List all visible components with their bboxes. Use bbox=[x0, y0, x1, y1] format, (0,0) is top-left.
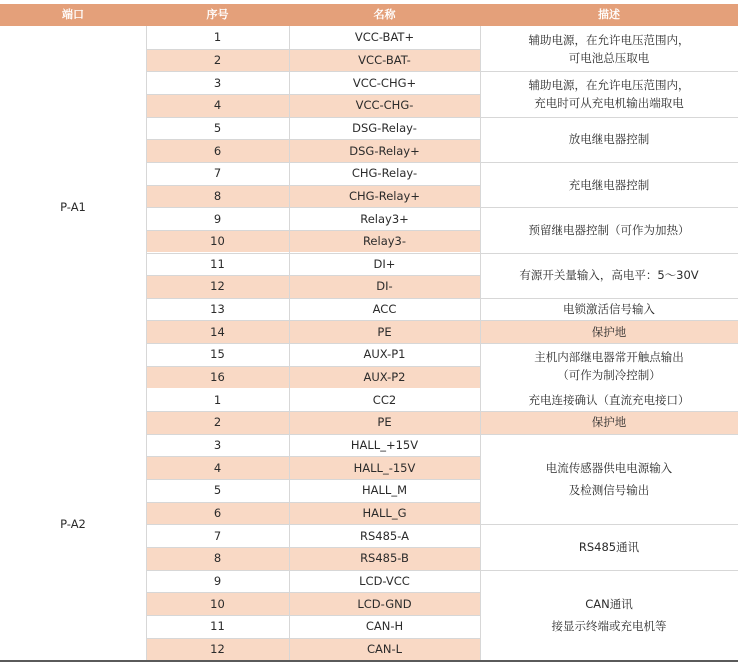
row-divider bbox=[146, 502, 480, 503]
port-cell: P-A1 bbox=[0, 26, 146, 388]
header-index: 序号 bbox=[146, 4, 289, 26]
description-divider bbox=[480, 411, 738, 412]
description-line: CAN通讯 bbox=[585, 596, 633, 611]
row-divider bbox=[146, 139, 480, 140]
name-cell: ACC bbox=[289, 298, 480, 321]
description-line: 放电继电器控制 bbox=[568, 132, 650, 147]
description-line: 接显示终端或充电机等 bbox=[551, 618, 667, 633]
description-line: 主机内部继电器常开触点输出 bbox=[534, 349, 684, 364]
description-cell bbox=[480, 434, 738, 525]
description-cell bbox=[480, 411, 738, 434]
index-cell: 11 bbox=[146, 253, 289, 276]
row-divider bbox=[146, 615, 480, 616]
index-cell: 4 bbox=[146, 456, 289, 479]
description-line: 电锁激活信号输入 bbox=[563, 302, 655, 317]
description-line: 充电继电器控制 bbox=[568, 177, 650, 192]
description-divider bbox=[480, 570, 738, 571]
description-line: 保护地 bbox=[591, 415, 627, 430]
description-cell bbox=[480, 343, 738, 388]
row-divider bbox=[146, 479, 480, 480]
description-line: （可作为制冷控制） bbox=[557, 367, 661, 382]
column-divider bbox=[480, 26, 481, 660]
description-cell bbox=[480, 388, 738, 411]
name-cell: CHG-Relay+ bbox=[289, 185, 480, 208]
index-cell: 7 bbox=[146, 162, 289, 185]
name-cell: CHG-Relay- bbox=[289, 162, 480, 185]
row-divider bbox=[146, 162, 480, 163]
name-cell: VCC-BAT- bbox=[289, 49, 480, 72]
row-divider bbox=[146, 71, 480, 72]
name-cell: PE bbox=[289, 320, 480, 343]
description-divider bbox=[480, 434, 738, 435]
name-cell: HALL_+15V bbox=[289, 434, 480, 457]
index-cell: 1 bbox=[146, 388, 289, 411]
index-cell: 5 bbox=[146, 117, 289, 140]
port-cell: P-A2 bbox=[0, 388, 146, 660]
name-cell: RS485-B bbox=[289, 547, 480, 570]
name-cell: HALL_G bbox=[289, 502, 480, 525]
header-port: 端口 bbox=[0, 4, 146, 26]
name-cell: CAN-L bbox=[289, 638, 480, 661]
row-divider bbox=[146, 638, 480, 639]
name-cell: Relay3+ bbox=[289, 207, 480, 230]
description-divider bbox=[480, 253, 738, 254]
row-divider bbox=[146, 230, 480, 231]
row-divider bbox=[146, 547, 480, 548]
index-cell: 3 bbox=[146, 434, 289, 457]
description-line: 充电时可从充电机输出端取电 bbox=[534, 95, 684, 110]
row-divider bbox=[146, 411, 480, 412]
index-cell: 2 bbox=[146, 49, 289, 72]
description-cell bbox=[480, 524, 738, 569]
name-cell: DSG-Relay+ bbox=[289, 139, 480, 162]
description-cell bbox=[480, 253, 738, 298]
index-cell: 3 bbox=[146, 71, 289, 94]
name-cell: AUX-P2 bbox=[289, 366, 480, 389]
index-cell: 7 bbox=[146, 524, 289, 547]
row-divider bbox=[146, 185, 480, 186]
row-divider bbox=[146, 592, 480, 593]
row-divider bbox=[146, 320, 480, 321]
description-divider bbox=[480, 207, 738, 208]
description-divider bbox=[480, 343, 738, 344]
description-divider bbox=[480, 524, 738, 525]
index-cell: 10 bbox=[146, 230, 289, 253]
description-divider bbox=[480, 117, 738, 118]
name-cell: DI- bbox=[289, 275, 480, 298]
row-divider bbox=[146, 94, 480, 95]
description-cell bbox=[480, 117, 738, 162]
index-cell: 13 bbox=[146, 298, 289, 321]
index-cell: 2 bbox=[146, 411, 289, 434]
name-cell: CC2 bbox=[289, 388, 480, 411]
name-cell: Relay3- bbox=[289, 230, 480, 253]
description-cell bbox=[480, 320, 738, 343]
index-cell: 12 bbox=[146, 275, 289, 298]
table-bottom-rule bbox=[0, 660, 738, 662]
name-cell: PE bbox=[289, 411, 480, 434]
description-line: 电流传感器供电电源输入 bbox=[545, 460, 673, 475]
row-divider bbox=[146, 343, 480, 344]
row-divider bbox=[146, 49, 480, 50]
index-cell: 14 bbox=[146, 320, 289, 343]
description-divider bbox=[480, 162, 738, 163]
index-cell: 6 bbox=[146, 502, 289, 525]
name-cell: VCC-BAT+ bbox=[289, 26, 480, 49]
description-line: 及检测信号输出 bbox=[568, 482, 650, 497]
row-divider bbox=[146, 434, 480, 435]
name-cell: LCD-VCC bbox=[289, 570, 480, 593]
description-cell bbox=[480, 298, 738, 321]
name-cell: VCC-CHG+ bbox=[289, 71, 480, 94]
description-line: 预留继电器控制（可作为加热） bbox=[528, 222, 690, 237]
description-line: 保护地 bbox=[591, 324, 627, 339]
name-cell: DI+ bbox=[289, 253, 480, 276]
row-divider bbox=[146, 207, 480, 208]
index-cell: 8 bbox=[146, 547, 289, 570]
name-cell: AUX-P1 bbox=[289, 343, 480, 366]
description-line: 辅助电源，在允许电压范围内， bbox=[528, 32, 690, 47]
header-description: 描述 bbox=[480, 4, 738, 26]
row-divider bbox=[146, 253, 480, 254]
name-cell: RS485-A bbox=[289, 524, 480, 547]
row-divider bbox=[146, 570, 480, 571]
description-cell bbox=[480, 162, 738, 207]
name-cell: LCD-GND bbox=[289, 592, 480, 615]
index-cell: 5 bbox=[146, 479, 289, 502]
description-divider bbox=[480, 320, 738, 321]
index-cell: 1 bbox=[146, 26, 289, 49]
description-cell bbox=[480, 207, 738, 252]
row-divider bbox=[146, 298, 480, 299]
header-name: 名称 bbox=[289, 4, 480, 26]
description-line: 充电连接确认（直流充电接口） bbox=[528, 392, 690, 407]
description-line: 可电池总压取电 bbox=[568, 50, 650, 65]
name-cell: VCC-CHG- bbox=[289, 94, 480, 117]
row-divider bbox=[146, 366, 480, 367]
description-line: 有源开关量输入，高电平：5～30V bbox=[519, 268, 699, 283]
index-cell: 4 bbox=[146, 94, 289, 117]
index-cell: 8 bbox=[146, 185, 289, 208]
index-cell: 6 bbox=[146, 139, 289, 162]
column-divider bbox=[289, 26, 290, 660]
index-cell: 11 bbox=[146, 615, 289, 638]
index-cell: 12 bbox=[146, 638, 289, 661]
index-cell: 15 bbox=[146, 343, 289, 366]
index-cell: 9 bbox=[146, 570, 289, 593]
row-divider bbox=[146, 117, 480, 118]
column-divider bbox=[146, 26, 147, 660]
name-cell: HALL_-15V bbox=[289, 456, 480, 479]
index-cell: 16 bbox=[146, 366, 289, 389]
description-cell bbox=[480, 71, 738, 116]
index-cell: 10 bbox=[146, 592, 289, 615]
description-cell bbox=[480, 26, 738, 71]
index-cell: 9 bbox=[146, 207, 289, 230]
name-cell: CAN-H bbox=[289, 615, 480, 638]
row-divider bbox=[146, 456, 480, 457]
description-divider bbox=[480, 71, 738, 72]
description-line: 辅助电源，在允许电压范围内， bbox=[528, 77, 690, 92]
description-line: RS485通讯 bbox=[578, 539, 640, 554]
description-cell bbox=[480, 570, 738, 661]
row-divider bbox=[146, 275, 480, 276]
name-cell: HALL_M bbox=[289, 479, 480, 502]
name-cell: DSG-Relay- bbox=[289, 117, 480, 140]
row-divider bbox=[146, 524, 480, 525]
description-divider bbox=[480, 298, 738, 299]
